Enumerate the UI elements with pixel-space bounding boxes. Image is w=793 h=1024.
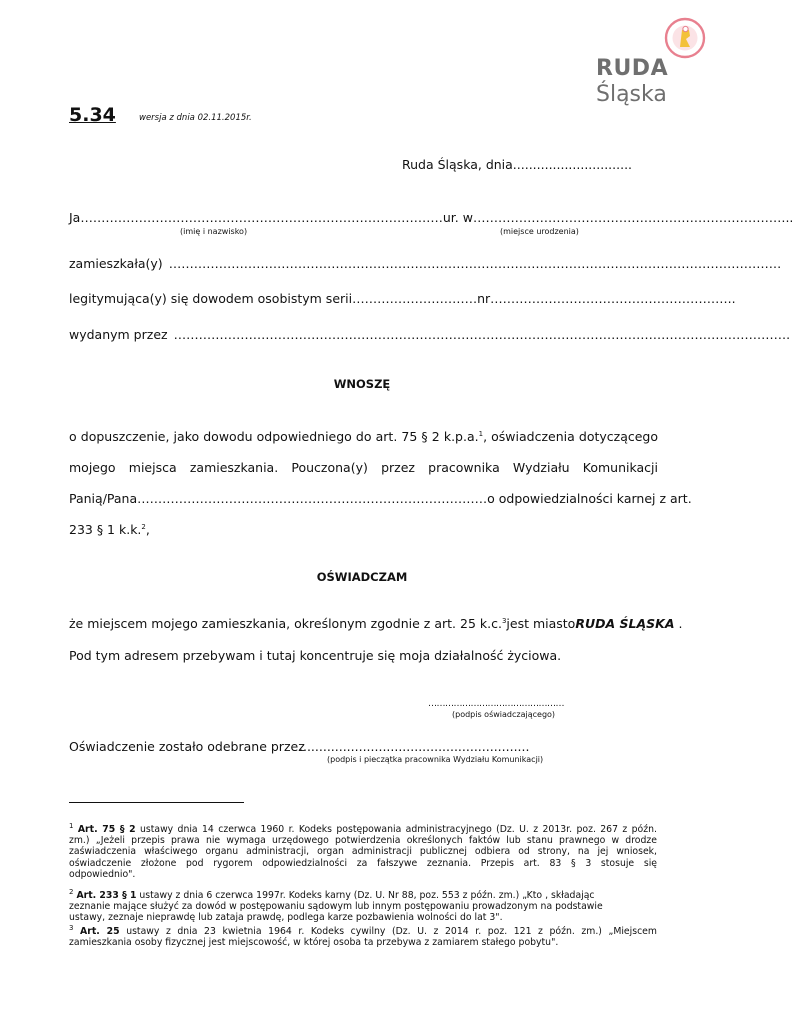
name-field[interactable]: ……………………………………………………………………………	[80, 210, 443, 225]
request-paragraph-line-3: Panią/Pana ………………………………………………………………………… o odpowiedzialności karnej z art.	[69, 491, 692, 506]
id-number-field[interactable]: …………………………………………………..	[490, 291, 736, 306]
issued-by-line	[69, 327, 791, 342]
place-date-line: Ruda Śląska, dnia..............................	[402, 157, 633, 172]
form-version: wersja z dnia 02.11.2015r.	[139, 113, 252, 123]
request-paragraph-line-1: o dopuszczenie, jako dowodu odpowiedniego do art. 75 § 2 k.p.a.$^1$, oświadczenia dotyczącego	[69, 429, 659, 444]
received-by-field[interactable]: ..........................................................	[299, 739, 530, 754]
declaration-heading: OŚWIADCZAM	[316, 570, 408, 584]
request-paragraph-line-2: mojego miejsca zamieszkania. Pouczona(y) przez pracownika Wydziału Komunikacji	[69, 460, 658, 475]
born-in-label: ur. w	[442, 210, 473, 225]
request-paragraph-line-4: 233 § 1 k.k.$^2$,	[69, 522, 150, 537]
declarant-signature-caption: (podpis oświadczającego)	[452, 710, 556, 719]
name-birthplace-line	[69, 210, 793, 225]
birthplace-caption: (miejsce urodzenia)	[500, 227, 579, 236]
address-line	[69, 256, 782, 271]
birthplace-field[interactable]: …………………………………………………………………..	[472, 210, 793, 225]
id-number-label: nr	[477, 291, 491, 306]
address-label: zamieszkała(y)	[69, 256, 163, 271]
id-document-line	[69, 291, 736, 306]
footnote-ref-1: 1	[478, 429, 484, 438]
request-heading: WNOSZĘ	[333, 377, 391, 391]
form-number: 5.34	[69, 104, 116, 126]
declarant-signature-field[interactable]: …………………………………………	[428, 699, 564, 709]
name-caption: (imię i nazwisko)	[180, 227, 248, 236]
declaration-line-2: Pod tym adresem przebywam i tutaj koncentruje się moja działalność życiowa.	[69, 648, 562, 663]
footnote-1: $^1$ Art. 75 § 2 ustawy dnia 14 czerwca 1960 r. Kodeks postępowania administracyjnego (Dz. U. z 2013r. poz. 267 z późn. zm.) „Jeżeli przepis prawa nie wymaga urzędowego potwierdzenia określonych faktów lub stanu prawnego w drodze zaświadczenia właściwego organu administracji, organ administracji publicznej odbiera od strony, na jej wniosek, oświadczenie złożone pod rygorem odpowiedzialności za fałszywe zeznania. Przepis art. 83 § 3 stosuje się odpowiednio".	[69, 821, 657, 880]
logo-city-region: Śląska	[596, 82, 667, 107]
address-field[interactable]: …………………………………………………………………………………………………………………………………	[168, 256, 782, 271]
city-emblem-icon	[663, 16, 707, 60]
city-name-emphasis: RUDA ŚLĄSKA	[575, 616, 675, 631]
footnote-2: $^2$ Art. 233 § 1 ustawy z dnia 6 czerwca 1997r. Kodeks karny (Dz. U. Nr 88, poz. 553 z późn. zm.) „Kto , składając zeznanie mające służyć za dowód w postępowaniu sądowym lub innym postępowaniu prowadzonym na podstawie ustawy, zeznaje nieprawdę lub zataja prawdę, podlega karze pozbawienia wolności do lat 3".	[69, 887, 603, 924]
footnote-ref-3: 3	[501, 616, 507, 625]
issued-by-field[interactable]: ………………………………………………………………………………………………………………………………….	[173, 327, 791, 342]
official-name-field[interactable]: …………………………………………………………………………	[137, 491, 488, 506]
footnote-3: $^3$ Art. 25 ustawy z dnia 23 kwietnia 1964 r. Kodeks cywilny (Dz. U. z 2014 r. poz. 121 z późn. zm.) „Miejscem zamieszkania osoby fizycznej jest miejscowość, w której osoba ta przebywa z zamiarem stałego pobytu".	[69, 923, 657, 949]
received-by-text: Oświadczenie zostało odebrane przez	[69, 739, 305, 754]
footnote-separator	[69, 802, 244, 803]
declaration-line-1: że miejscem mojego zamieszkania, określonym zgodnie z art. 25 k.c.$^3$ jest miasto RUDA ŚLĄSKA .	[69, 616, 683, 631]
logo-city-name: RUDA	[596, 56, 669, 81]
received-by-caption: (podpis i pieczątka pracownika Wydziału Komunikacji)	[327, 755, 544, 764]
id-series-field[interactable]: …………………………	[352, 291, 478, 306]
footnote-ref-2: 2	[141, 522, 146, 531]
ja-prefix: Ja	[69, 210, 81, 225]
issued-by-label: wydanym przez	[69, 327, 168, 342]
id-label: legitymująca(y) się dowodem osobistym serii	[69, 291, 353, 306]
